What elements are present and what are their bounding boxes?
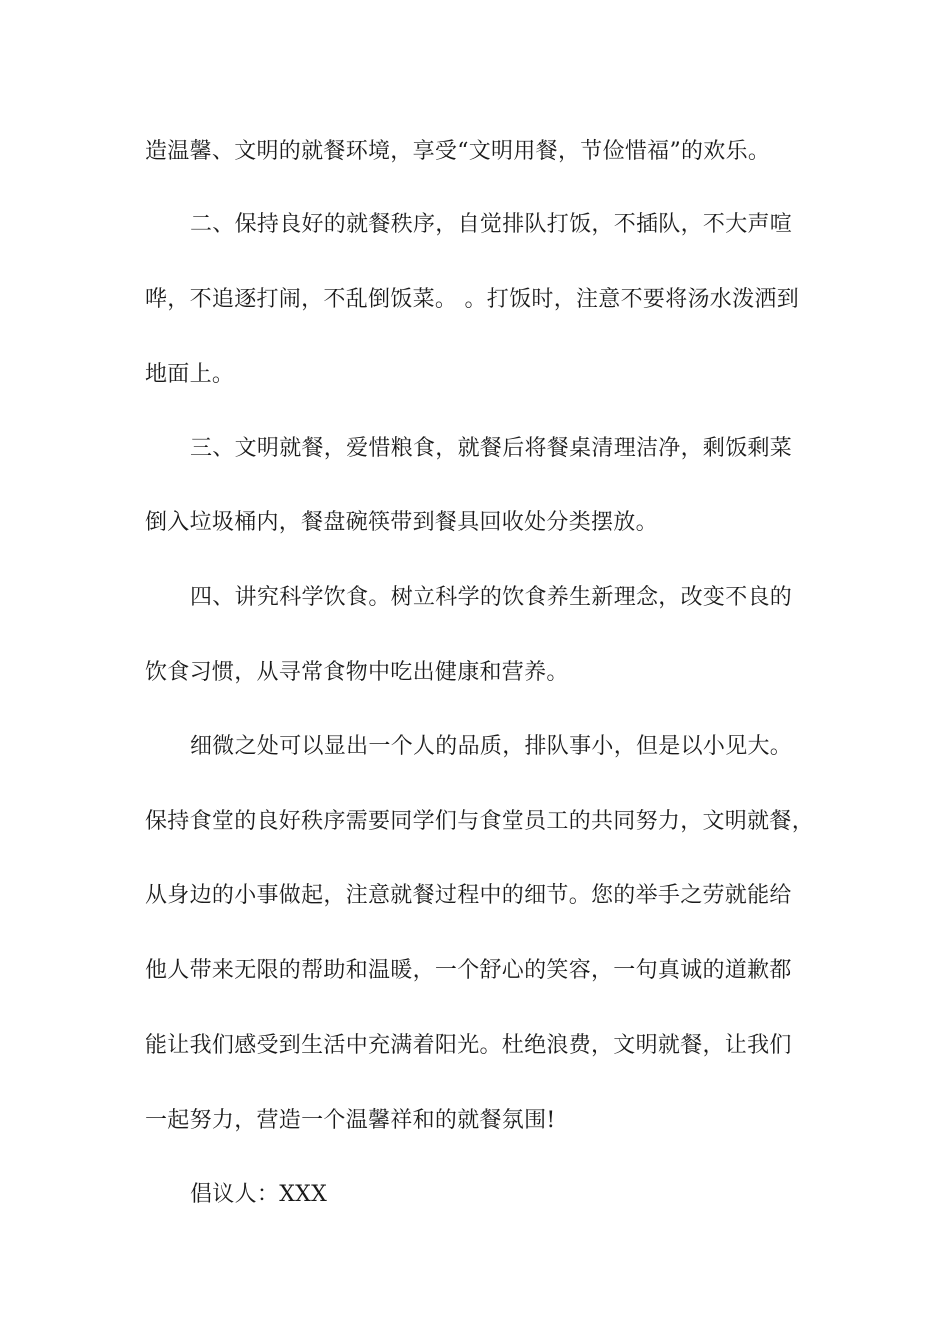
paragraph-line: 保持食堂的良好秩序需要同学们与食堂员工的共同努力，文明就餐， <box>145 809 815 834</box>
signature-line: 倡议人：XXX <box>190 1182 328 1207</box>
paragraph-line: 倒入垃圾桶内，餐盘碗筷带到餐具回收处分类摆放。 <box>145 510 658 535</box>
paragraph-line: 他人带来无限的帮助和温暖，一个舒心的笑容，一句真诚的道歉都 <box>145 958 792 983</box>
paragraph-line: 一起努力，营造一个温馨祥和的就餐氛围! <box>145 1108 556 1133</box>
paragraph-line: 能让我们感受到生活中充满着阳光。杜绝浪费，文明就餐，让我们 <box>145 1033 792 1058</box>
paragraph-line: 哗，不追逐打闹，不乱倒饭菜。 。打饭时，注意不要将汤水泼洒到 <box>145 287 799 312</box>
paragraph-line: 地面上。 <box>145 362 235 387</box>
paragraph-line: 从身边的小事做起，注意就餐过程中的细节。您的举手之劳就能给 <box>145 883 792 908</box>
paragraph-line: 造温馨、文明的就餐环境，享受“文明用餐，节俭惜福”的欢乐。 <box>145 139 771 164</box>
paragraph-line: 二、保持良好的就餐秩序，自觉排队打饭，不插队，不大声喧 <box>190 212 793 237</box>
paragraph-line: 四、讲究科学饮食。树立科学的饮食养生新理念，改变不良的 <box>190 585 793 610</box>
paragraph-line: 细微之处可以显出一个人的品质，排队事小，但是以小见大。 <box>190 734 793 759</box>
paragraph-line: 饮食习惯，从寻常食物中吃出健康和营养。 <box>145 660 569 685</box>
paragraph-line: 三、文明就餐，爱惜粮食，就餐后将餐桌清理洁净，剩饭剩菜 <box>190 436 793 461</box>
